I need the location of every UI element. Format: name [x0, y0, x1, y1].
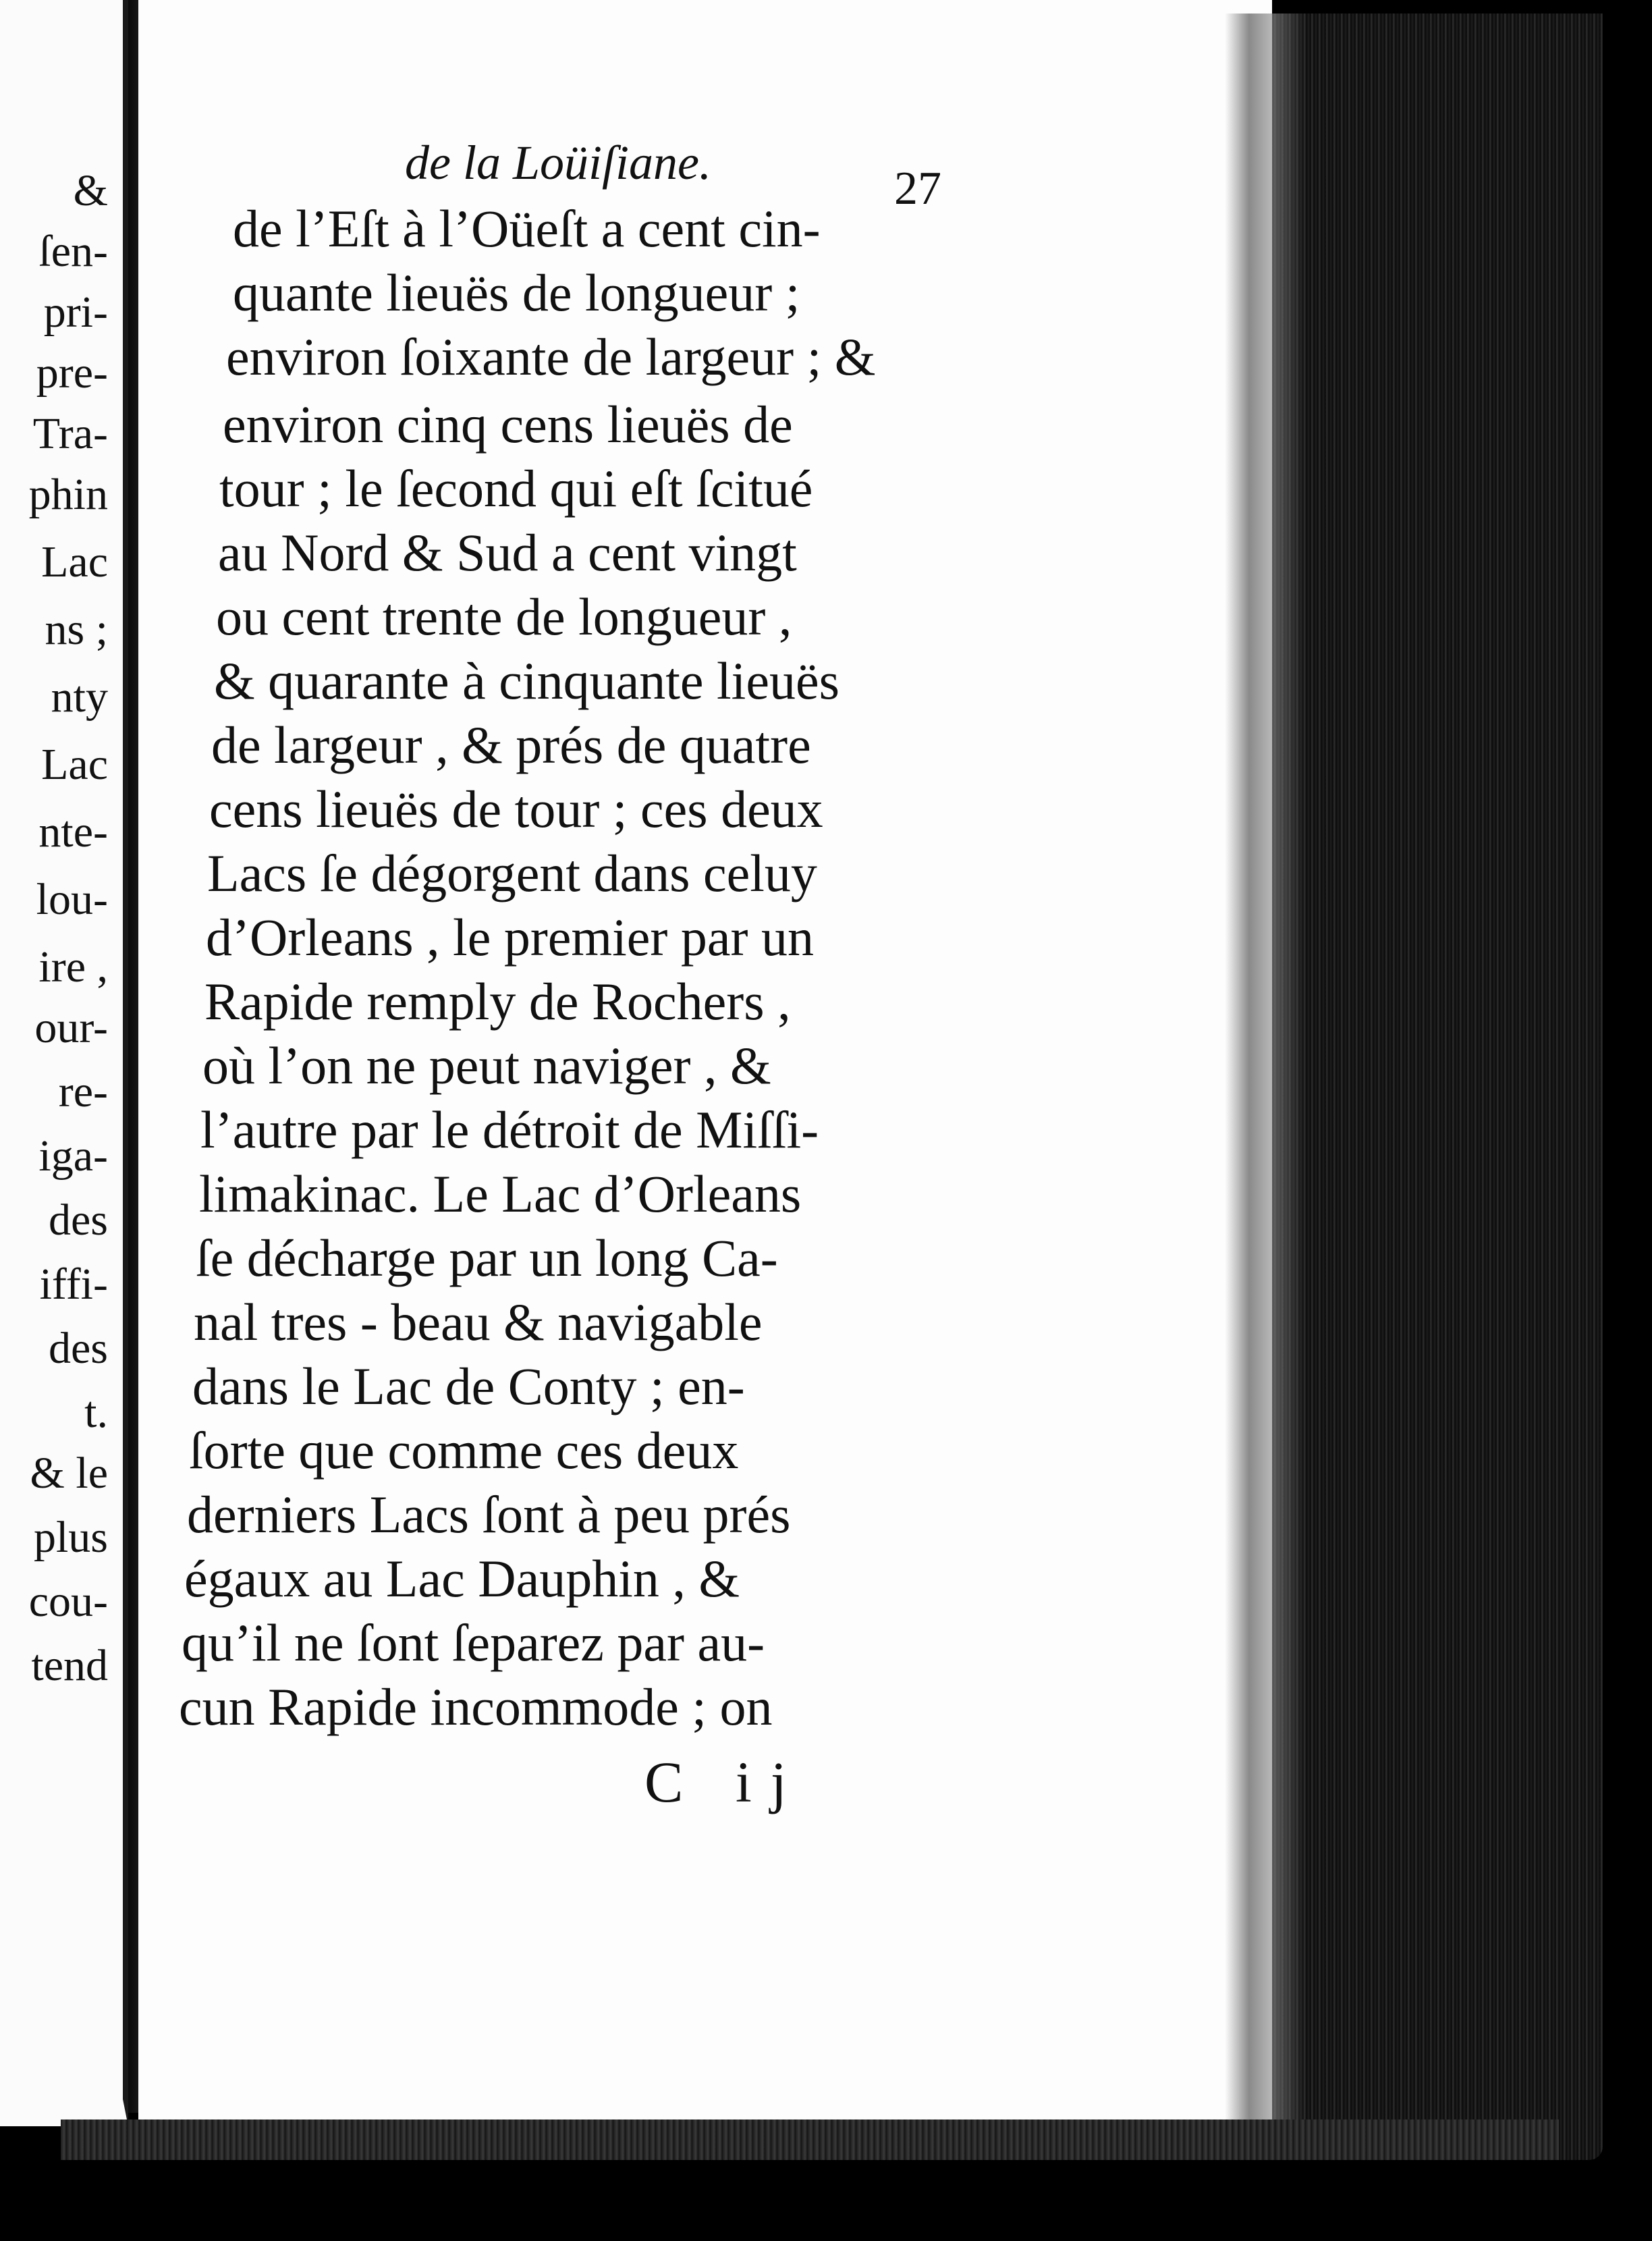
left-page-line: pri- — [43, 288, 108, 337]
text-line: environ cinq cens lieuës de — [223, 395, 793, 454]
page-text-block — [138, 0, 1272, 2160]
running-head: de la Loüiſiane. — [405, 136, 711, 190]
left-page-line: nty — [51, 672, 108, 722]
text-line: ſe décharge par un long Ca- — [196, 1228, 778, 1287]
text-line: environ ſoixante de largeur ; & — [226, 327, 876, 386]
left-page-line: des — [49, 1324, 108, 1373]
left-page-line: ſen- — [38, 227, 108, 276]
text-line: de l’Eſt à l’Oüeſt a cent cin- — [233, 199, 821, 258]
left-page-line: des — [49, 1195, 108, 1245]
text-line: tour ; le ſecond qui eſt ſcitué — [219, 459, 813, 518]
left-page-line: iffi- — [39, 1260, 108, 1309]
text-line: limakinac. Le Lac d’Orleans — [199, 1164, 802, 1223]
left-page-line: Tra- — [32, 409, 108, 458]
text-line: de largeur , & prés de quatre — [211, 716, 811, 774]
left-page-line: cou- — [28, 1577, 108, 1626]
right-page — [138, 0, 1272, 2160]
text-line: d’Orleans , le premier par un — [206, 908, 814, 967]
left-page-line: iga- — [38, 1131, 108, 1181]
left-page-line: lou- — [36, 875, 108, 924]
text-line: Rapide remply de Rochers , — [204, 972, 791, 1031]
text-line: qu’il ne ſont ſeparez par au- — [182, 1613, 765, 1672]
text-line: cens lieuës de tour ; ces deux — [209, 780, 823, 838]
text-line: au Nord & Sud a cent vingt — [218, 523, 797, 582]
left-page-line: Lac — [41, 740, 108, 789]
text-line: quante lieuës de longueur ; — [233, 263, 800, 322]
left-page-line: phin — [28, 470, 108, 519]
left-page-line: t. — [84, 1388, 108, 1437]
left-page-line: Lac — [41, 537, 108, 587]
left-page-fragment — [0, 0, 128, 2126]
text-line: derniers Lacs ſont à peu prés — [187, 1485, 791, 1544]
text-line: cun Rapide incommode ; on — [179, 1677, 773, 1736]
left-page-line: pre- — [36, 348, 108, 398]
left-page-line: re- — [58, 1067, 108, 1116]
text-line: & quarante à cinquante lieuës — [214, 651, 839, 710]
text-line: nal tres - beau & navigable — [194, 1293, 763, 1351]
text-line: dans le Lac de Conty ; en- — [192, 1357, 745, 1415]
left-page-line: nte- — [38, 807, 108, 857]
book-bottom-edge — [61, 2120, 1559, 2160]
text-line: Lacs ſe dégorgent dans celuy — [207, 844, 817, 902]
page-number: 27 — [894, 163, 941, 215]
left-page-line: ns ; — [45, 605, 108, 654]
text-line: où l’on ne peut naviger , & — [202, 1036, 771, 1095]
left-page-line: our- — [34, 1003, 108, 1052]
fore-edge-shadow — [1225, 14, 1306, 2160]
text-line: l’autre par le détroit de Miſſi- — [200, 1100, 819, 1159]
left-page-line: plus — [33, 1513, 108, 1562]
text-line: ou cent trente de longueur , — [216, 587, 792, 646]
left-page-line: & — [73, 166, 108, 215]
text-line: égaux au Lac Dauphin , & — [184, 1549, 740, 1608]
signature-mark: C ij — [644, 1750, 806, 1814]
left-page-line: ire , — [38, 942, 108, 992]
left-page-line: tend — [31, 1641, 108, 1690]
left-page-line: & le — [30, 1449, 108, 1498]
text-line: ſorte que comme ces deux — [189, 1421, 739, 1480]
